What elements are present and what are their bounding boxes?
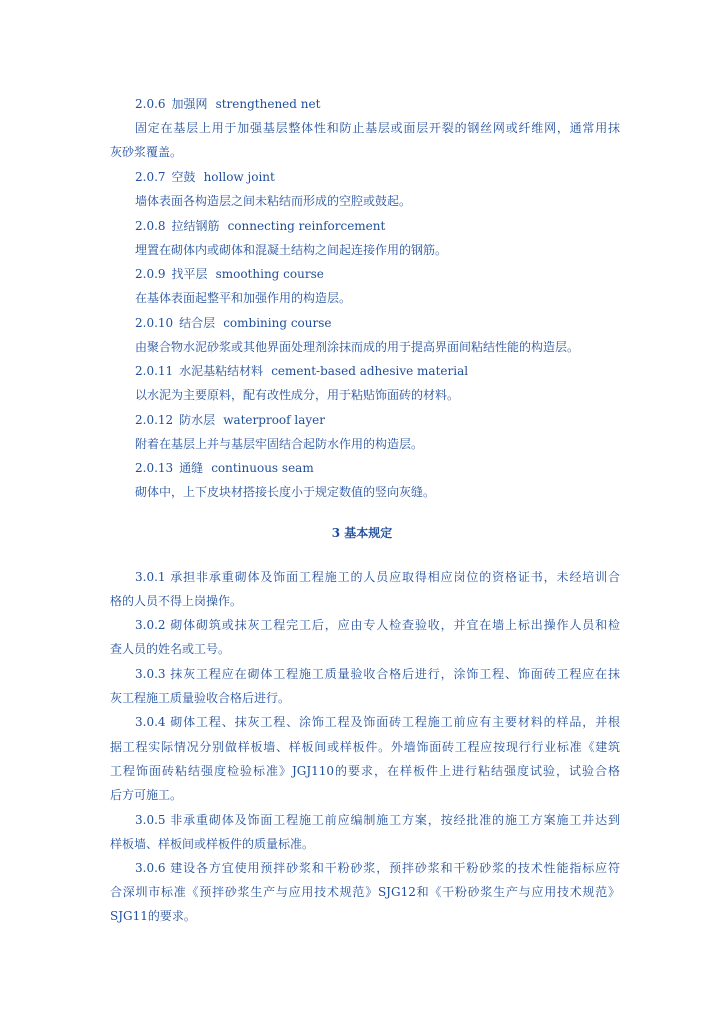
term-en: hollow joint (203, 170, 275, 184)
term-en: continuous seam (211, 461, 314, 475)
clause-line: 工程饰面砖粘结强度检验标准》JGJ110的要求，在样板件上进行粘结强度试验，试验合格 (110, 764, 620, 778)
clause-line: 灰工程施工质量验收合格后进行。 (110, 691, 291, 705)
term-number: 2.0.13 (135, 461, 174, 475)
term-definition-line: 砌体中，上下皮块材搭接长度小于规定数值的竖向灰缝。 (135, 485, 436, 499)
term-zh: 空鼓 (171, 170, 196, 184)
term-definition-line: 墙体表面各构造层之间未粘结而形成的空腔或鼓起。 (135, 194, 412, 208)
term-en: strengthened net (215, 97, 321, 111)
term-heading-2-0-9 (135, 264, 620, 284)
term-zh: 防水层 (179, 413, 216, 427)
term-en: smoothing course (215, 267, 324, 281)
term-heading-2-0-11 (135, 361, 620, 381)
term-number: 2.0.7 (135, 170, 166, 184)
term-zh: 加强网 (171, 97, 208, 111)
term-zh: 拉结钢筋 (171, 219, 220, 233)
term-definition-line: 由聚合物水泥砂浆或其他界面处理剂涂抹而成的用于提高界面间粘结性能的构造层。 (135, 340, 580, 354)
clause-line: 3.0.4 砌体工程、抹灰工程、涂饰工程及饰面砖工程施工前应有主要材料的样品，并根 (135, 715, 620, 729)
term-en: cement-based adhesive material (271, 364, 469, 378)
term-en: connecting reinforcement (227, 219, 386, 233)
term-definition-line: 灰砂浆覆盖。 (110, 145, 183, 159)
term-en: combining course (223, 316, 332, 330)
clause-line: 3.0.5 非承重砌体及饰面工程施工前应编制施工方案，按经批准的施工方案施工并达到 (135, 813, 620, 827)
term-zh: 水泥基粘结材料 (179, 364, 264, 378)
section-title: 3 基本规定 (331, 526, 393, 540)
clause-line: SJG11的要求。 (110, 909, 196, 923)
term-definition-line: 埋置在砌体内或砌体和混凝土结构之间起连接作用的钢筋。 (135, 243, 448, 257)
term-number: 2.0.8 (135, 219, 166, 233)
clause-line: 格的人员不得上岗操作。 (110, 594, 243, 608)
clause-line: 后方可施工。 (110, 788, 183, 802)
clause-line: 3.0.3 抹灰工程应在砌体工程施工质量验收合格后进行，涂饰工程、饰面砖工程应在抹 (135, 667, 620, 681)
term-definition-line: 固定在基层上用于加强基层整体性和防止基层或面层开裂的钢丝网或纤维网，通常用抹 (135, 121, 620, 135)
term-heading-2-0-13 (135, 458, 620, 478)
term-zh: 结合层 (179, 316, 216, 330)
term-number: 2.0.9 (135, 267, 166, 281)
term-number: 2.0.6 (135, 97, 166, 111)
term-definition-line: 附着在基层上并与基层牢固结合起防水作用的构造层。 (135, 437, 424, 451)
term-number: 2.0.12 (135, 413, 174, 427)
clause-line: 3.0.2 砌体砌筑或抹灰工程完工后，应由专人检查验收，并宜在墙上标出操作人员和检 (135, 618, 620, 632)
term-heading-2-0-10 (135, 313, 620, 333)
term-number: 2.0.11 (135, 364, 174, 378)
term-heading-2-0-7 (135, 167, 620, 187)
term-zh: 通缝 (179, 461, 204, 475)
term-number: 2.0.10 (135, 316, 174, 330)
clause-line: 3.0.6 建设各方宜使用预拌砂浆和干粉砂浆，预拌砂浆和干粉砂浆的技术性能指标应符 (135, 861, 620, 875)
clause-line: 据工程实际情况分别做样板墙、样板间或样板件。外墙饰面砖工程应按现行行业标准《建筑 (110, 740, 620, 754)
term-en: waterproof layer (223, 413, 326, 427)
clause-line: 合深圳市标准《预拌砂浆生产与应用技术规范》SJG12和《干粉砂浆生产与应用技术规范》 (110, 885, 620, 899)
term-heading-2-0-6 (135, 94, 620, 114)
term-zh: 找平层 (171, 267, 208, 281)
clause-line: 查人员的姓名或工号。 (110, 642, 231, 656)
clause-line: 3.0.1 承担非承重砌体及饰面工程施工的人员应取得相应岗位的资格证书，未经培训合 (135, 570, 620, 584)
term-heading-2-0-12 (135, 410, 620, 430)
term-heading-2-0-8 (135, 216, 620, 236)
clause-line: 样板墙、样板间或样板件的质量标准。 (110, 837, 315, 851)
term-definition-line: 在基体表面起整平和加强作用的构造层。 (135, 291, 352, 305)
term-definition-line: 以水泥为主要原料，配有改性成分，用于粘贴饰面砖的材料。 (135, 388, 460, 402)
